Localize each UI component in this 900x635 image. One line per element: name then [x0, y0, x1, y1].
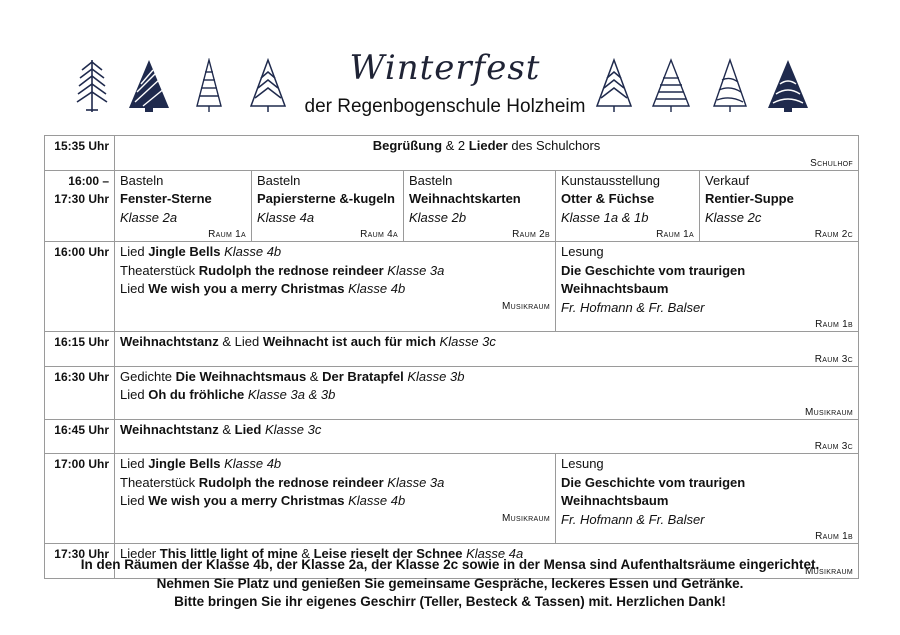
- room-label: Raum 1b: [815, 531, 853, 542]
- table-row: [45, 170, 859, 242]
- tree-icon: [595, 58, 633, 114]
- footer-line: In den Räumen der Klasse 4b, der Klasse 2a, der Klasse 2c sowie in der Mensa sind Aufenthaltsräume eingerichtet.: [80, 557, 820, 572]
- time-cell: 16:15 Uhr: [45, 332, 115, 367]
- room-label: Musikraum: [805, 565, 853, 577]
- event-cell: Basteln Weihnachtskarten Klasse 2b Raum 2b: [404, 170, 556, 242]
- footer-note: [0, 556, 900, 612]
- table-row: [45, 454, 859, 544]
- room-label: Raum 1a: [208, 229, 246, 240]
- event-cell: Lesung Die Geschichte vom traurigen Weihnachtsbaum Fr. Hofmann & Fr. Balser Raum 1b: [556, 242, 859, 332]
- table-row: [45, 136, 859, 171]
- room-label: Raum 1b: [815, 319, 853, 330]
- event-cell: Weihnachtstanz & Lied Klasse 3c Raum 3c: [115, 419, 859, 454]
- page-title: Winterfest: [349, 48, 541, 88]
- room-label: Raum 1a: [656, 229, 694, 240]
- tree-icon: [712, 58, 748, 114]
- event-cell: Lesung Die Geschichte vom traurigen Weihnachtsbaum Fr. Hofmann & Fr. Balser Raum 1b: [556, 454, 859, 544]
- table-row: [45, 242, 859, 332]
- room-label: Raum 3c: [814, 441, 853, 452]
- footer-line: Nehmen Sie Platz und genießen Sie gemeinsame Gespräche, leckeres Essen und Getränke.: [156, 575, 744, 591]
- footer-line: Bitte bringen Sie ihr eigenes Geschirr (Teller, Besteck & Tassen) mit. Herzlichen Dank!: [174, 594, 726, 609]
- room-label: Musikraum: [502, 300, 550, 312]
- room-label: Schulhof: [810, 157, 853, 169]
- tree-icon: [651, 58, 691, 114]
- event-cell: Begrüßung & 2 Lieder des Schulchors Schulhof: [115, 136, 859, 171]
- event-cell: Lied Jingle Bells Klasse 4b Theaterstück Rudolph the rednose reindeer Klasse 3a Lied We wish you a merry Christmas Klasse 4b Musikraum: [115, 242, 556, 332]
- tree-icon: [766, 58, 810, 114]
- header: [0, 0, 900, 130]
- room-label: Raum 4a: [360, 229, 398, 240]
- time-cell: 16:45 Uhr: [45, 419, 115, 454]
- schedule-table: [44, 135, 859, 579]
- room-label: Raum 2c: [814, 229, 853, 240]
- event-cell: Gedichte Die Weihnachtsmaus & Der Bratapfel Klasse 3b Lied Oh du fröhliche Klasse 3a & 3b Musikraum: [115, 366, 859, 419]
- tree-icon: [74, 58, 110, 114]
- event-cell: Basteln Fenster-Sterne Klasse 2a Raum 1a: [115, 170, 252, 242]
- room-label: Raum 3c: [814, 353, 853, 365]
- room-label: Musikraum: [805, 406, 853, 418]
- tree-icon: [194, 58, 224, 114]
- event-cell: Verkauf Rentier-Suppe Klasse 2c Raum 2c: [700, 170, 859, 242]
- table-row: [45, 366, 859, 419]
- tree-icon: [127, 58, 171, 114]
- event-cell: Lied Jingle Bells Klasse 4b Theaterstück Rudolph the rednose reindeer Klasse 3a Lied We wish you a merry Christmas Klasse 4b Musikraum: [115, 454, 556, 544]
- time-cell: 17:30 Uhr: [45, 544, 115, 579]
- event-cell: Basteln Papiersterne &-kugeln Klasse 4a Raum 4a: [252, 170, 404, 242]
- event-cell: Lieder This little light of mine & Leise rieselt der Schnee Klasse 4a Musikraum: [115, 544, 859, 579]
- time-cell: 16:30 Uhr: [45, 366, 115, 419]
- time-cell: 15:35 Uhr: [45, 136, 115, 171]
- table-row: [45, 419, 859, 454]
- event-cell: Weihnachtstanz & Lied Weihnacht ist auch für mich Klasse 3c Raum 3c: [115, 332, 859, 367]
- room-label: Musikraum: [502, 512, 550, 524]
- table-row: [45, 332, 859, 367]
- event-cell: Kunstausstellung Otter & Füchse Klasse 1a & 1b Raum 1a: [556, 170, 700, 242]
- time-cell: 17:00 Uhr: [45, 454, 115, 544]
- time-cell: 16:00 Uhr: [45, 242, 115, 332]
- time-cell: 16:00 – 17:30 Uhr: [45, 170, 115, 242]
- room-label: Raum 2b: [512, 229, 550, 240]
- page-subtitle: der Regenbogenschule Holzheim: [304, 96, 586, 117]
